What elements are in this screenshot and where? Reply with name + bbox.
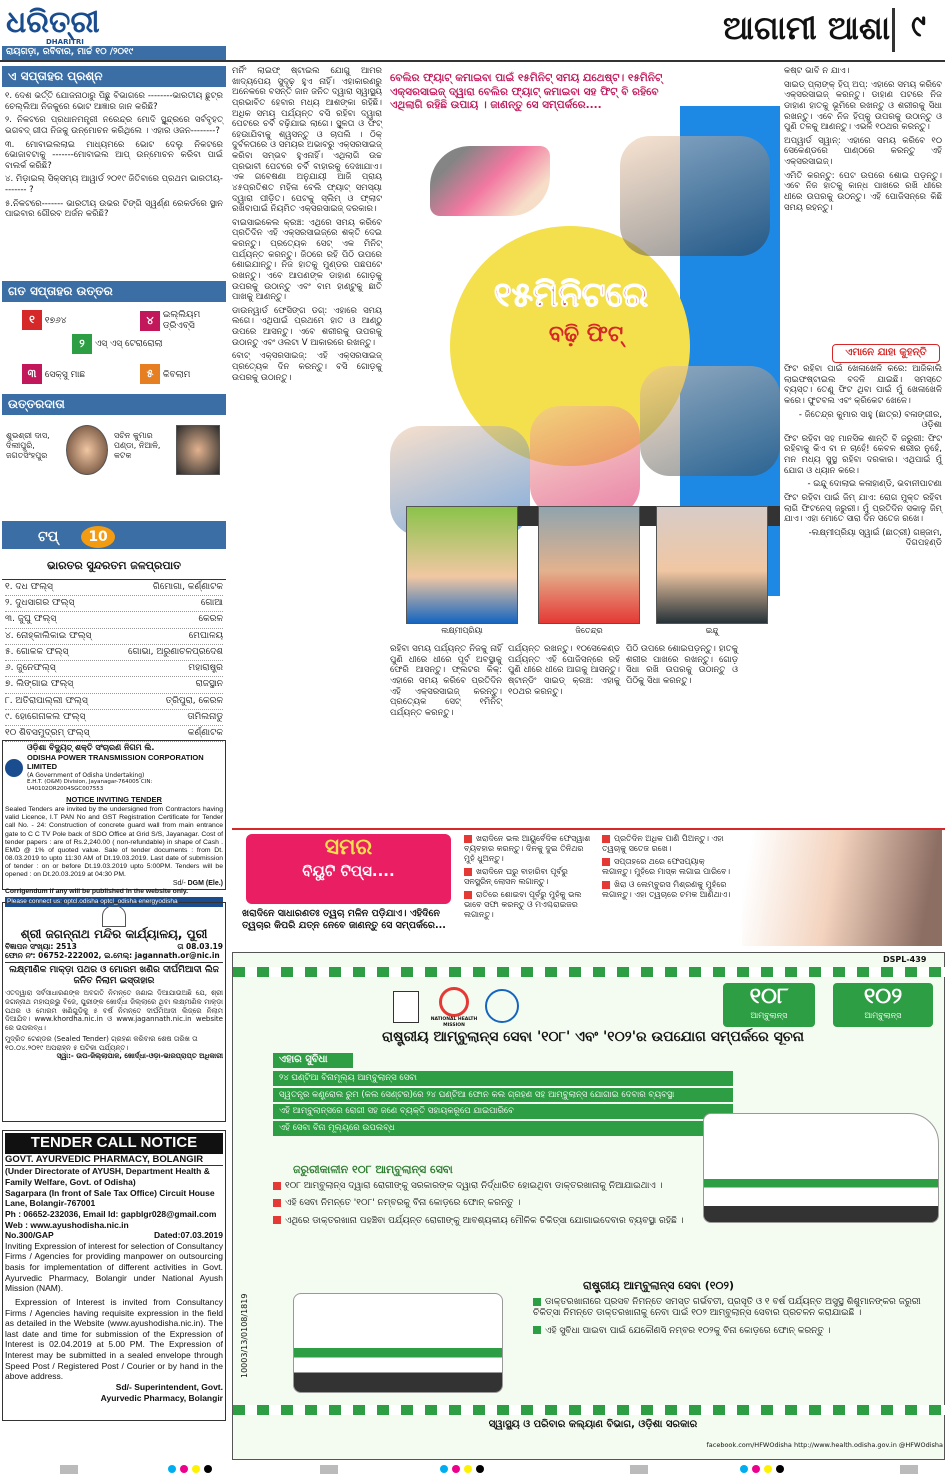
answer-text: ୧୭୬୪ [44, 316, 67, 326]
quote: ଫିଟ ରହିବା ପାଇଁ ଜିମ୍ ଯାଏ: ରୋଗ ମୁକ୍ତ ରହିବା ଲାଗି ଫିଟନେସ୍ ଜରୁରୀ। ମୁଁ ପ୍ରତିଦିନ ସକାଳୁ ଜିମ୍ ଯାଏ। ଏହା ମୋତେ ସାରା ଦିନ ସତେଜ ରଖେ। [784, 492, 942, 525]
quiz-question: ୨. ନିକଟରେ ପ୍ରଧାନମନ୍ତ୍ରୀ ନରେନ୍ଦ୍ର ମୋଦି ସ୍ଥୂନ୍ଦ୍ରରେ ସର୍ବବୃହତ୍ ଭଗବଦ୍ ଗୀତା ନିଜକୁ ଉନ୍ମୋଚନ କରିଥିଲେ । ଏହାର ଓଜନ--------? [5, 115, 223, 136]
optcl-sub: (A Government of Odisha Undertaking) [27, 771, 145, 779]
section-title: ଆଗାମୀ ଆଶା [723, 9, 890, 47]
quote-author: - ଜିତେନ୍ଦ୍ର କୁମାର ସାହୁ (ଛାତ୍ର) ବଳାଙ୍ଗୀର, ଓଡ଼ିଶା [798, 409, 942, 431]
bullet-icon [273, 1199, 281, 1207]
winners-row [2, 415, 226, 521]
person-photo [406, 506, 518, 624]
list-item-name: ୨. ଦୁଧସାଗର ଫଲ୍ସ୍ [5, 598, 75, 608]
answer-text: ଏସ୍ ଏସ୍ ଟେରାରୋଲା [94, 338, 163, 349]
beauty-tip: ରାତିରେ ଶୋଇବା ପୂର୍ବରୁ ମୁହଁକୁ ଭଲ ଭାବେ ସଫା କରନ୍ତୁ ଓ ମଏଶ୍ଚରାଇଜର ଲଗାନ୍ତୁ। [464, 890, 582, 919]
answer-item [22, 310, 67, 330]
beauty-tips-col [464, 834, 594, 944]
beauty-subtitle: ବିୟୁଟି ଟିପ୍ସ.... [302, 861, 395, 880]
benefit-item [273, 1104, 733, 1119]
person-photo [656, 506, 768, 624]
exerciser-figure [530, 406, 640, 516]
quote: ଫିଟ ରହିବା ସହ ମାନସିକ ଶାନ୍ତି ବି ଜରୁରୀ: ଫିଟ ରହିବାକୁ କିଏ ବା ନ ଚାହେଁ! କେବଳ ଶରୀର ନୁହେଁ, ମନ ମଧ୍ୟ ସୁସ୍ଥ ରହିବା ଦରକାର। ଏଥିପାଇଁ ମୁଁ ଯୋଗ ଓ ଧ୍ୟାନ କରେ। [784, 433, 942, 476]
vertical-code: 10003/13/0108/1819 [240, 1293, 249, 1378]
list-item [5, 710, 223, 726]
person-name: ଜିତେନ୍ଦ୍ର [575, 626, 603, 635]
answer-number: ୧ [22, 310, 42, 330]
badge-label: ଆମ୍ବୁଲାନ୍ସ [864, 1010, 902, 1020]
ambulance-suv-image [293, 1293, 503, 1393]
ad-top-green-band [233, 967, 946, 977]
winner-caption: ଶୁଭଶ୍ରୀ ଦାସ, ଦିଲୀପୁରି, ଜଗତସିଂହପୁର [6, 431, 50, 460]
quote-author: - ଇନ୍ଦୁ ଦୋଲାଇ କଳାହାଣ୍ଡି, ଭବାନୀପାଟଣା [807, 479, 942, 490]
top10-label: ଟପ୍ [38, 529, 59, 545]
sidebar-quotes [784, 364, 942, 764]
person-photo [538, 506, 640, 624]
benefits-title: ଏହାର ସୁବିଧା [273, 1053, 353, 1068]
quiz-question: ୩. ମୋବାଇଲଲାଇ ମାଧ୍ୟମରେ ଭୋଟ ଦେଲୁ ନିକଟରେ ଭୋଜାବଟାକୁ -------ମୋବାଇଲ ଆପ୍ ଉନ୍ମୋଚନ କରିବା ପାଇଁ ବାଲର୍କ କରିଛି? [5, 139, 223, 171]
article-para: ଏମିତି କରନ୍ତୁ: ପେଟ ଉପରେ ଶୋଇ ପଡ଼ନ୍ତୁ। ଏବେ ନିଜ ହାତକୁ କାନ୍ଧ ପାଖରେ ରଖି ଧୀରେ ଧୀରେ ଉପରକୁ ଉଠନ୍ତୁ। ଏହି ପୋଜିସନ୍‌ରେ କିଛି ସମୟ ରହନ୍ତୁ। [784, 170, 942, 213]
ambulance-title: ରାଷ୍ଟ୍ରୀୟ ଆମ୍ବୁଲାନ୍ସ ସେବା '୧୦୮' ଏବଂ '୧୦୨'ର ଉପଯୋଗ ସମ୍ପର୍କରେ ସୂଚନା [382, 1029, 804, 1045]
nhm-icon [439, 987, 469, 1017]
answer-item [140, 364, 190, 384]
headline-small: ବଢ଼ି ଫିଟ୍ [548, 322, 624, 347]
list-item-name: ୯. ହୋଗେନାକଲ ଫଲ୍ସ୍ [5, 711, 86, 722]
optcl-header-or: ଓଡ଼ିଶା ବିଦ୍ୟୁତ୍ ଶକ୍ତି ସଂଚାରଣ ନିଗମ ଲି. [27, 742, 155, 752]
article-para: ପର୍ଯ୍ୟନ୍ତ ରଖନ୍ତୁ। ୧୦ସେକେଣ୍ଡ ପର୍ଯ୍ୟନ୍ତ ଏହି ପୋଜିସନ୍‌ରେ ରହି ପୁଣି ଧୀରେ ଧୀରେ ଆଗକୁ ଆସନ୍ତୁ। ଷ୍ଟାନ୍ଡିଂ ସାଇଡ୍ କ୍ରଞ୍ଚ: ଏହାକୁ ୧୦ଥର କରନ୍ତୁ। [508, 644, 620, 697]
exerciser-figure [640, 366, 780, 476]
article-col-bottom [390, 644, 502, 764]
quiz-question: ୧. ଦେଶ ଭର୍ତ୍ତି ଯୋଜନାଠାରୁ ପିଛୁ ବିଭାଗରେ --------ଭାରତୀୟ ଛୁଟ୍‌ର ଚେଲ୍ଲିଆ ନିଜକୁରେ ଭୋଟ ଆଜ୍ଞାର ଜାନ କରିଛି? [5, 91, 223, 112]
winner-photo [66, 425, 108, 475]
logo [6, 4, 206, 44]
ad-social: facebook.com/HFWOdisha http://www.health.odisha.gov.in @HFWOdisha [706, 1441, 943, 1449]
emergency-title: ଜରୁରୀକାଳୀନ ୧୦୮ ଆମ୍ବୁଲାନ୍ସ ସେବା [293, 1163, 453, 1176]
tender-under: (Under Directorate of AYUSH, Department Health & Family Welfare, Govt. of Odisha) [5, 1166, 210, 1187]
answer-number: ୩ [22, 364, 42, 384]
quiz-question: ୪. ମିଡ଼ାଇଲ୍ ସିକ୍ସମ୍ୟ ଆୱାର୍ଡ ୨୦୧୯ ଜିତିବାରେ ପ୍ରଥମ ଭାରତୀୟ-------- ? [5, 174, 223, 195]
answer-number: ୨ [72, 334, 92, 354]
ad-footer: ସ୍ୱାସ୍ଥ୍ୟ ଓ ପରିବାର କଲ୍ୟାଣ ବିଭାଗ, ଓଡ଼ିଶା ସରକାର [488, 1419, 698, 1430]
article-para: ବୋଟ୍ ଏକ୍ସରସାଇଜ୍: ଏହି ଏକ୍ସରସାଇଜ୍ ପ୍ରତ୍ୟେକ ଦିନ କରନ୍ତୁ। ବସି ଗୋଡ଼କୁ ଉପରକୁ ଉଠାନ୍ତୁ। [232, 351, 382, 383]
bullet-icon [533, 1298, 541, 1306]
beauty-tip: ଖରାଦିନେ ଘରୁ ବାହାରିବା ପୂର୍ବରୁ ସନସ୍କ୍ରିନ୍ ଲୋସନ ଲଗାନ୍ତୁ। [464, 867, 568, 886]
list-item-place: କର୍ଣ୍ଣାଟକ [187, 728, 223, 738]
winner-caption: ସଚିନ କୁମାର ପଣ୍ଡା, ନିଆଳି, କଟକ [114, 431, 161, 460]
answer-number: ୪ [140, 311, 160, 331]
s102-item: ଏହି ସୁବିଧା ପାଇବା ପାଇଁ ଯେକୌଣସି ନମ୍ବର ୧୦୨କୁ ବିନା କୋଡ଼ରେ ଫୋନ୍ କରନ୍ତୁ । [545, 1325, 831, 1336]
list-item [5, 645, 223, 661]
left-column [2, 66, 226, 1476]
tender-web: Web : www.ayushodisha.nic.in [5, 1219, 129, 1230]
list-item-place: ମହାରାଷ୍ଟ୍ର [188, 663, 223, 673]
bullet-icon [464, 835, 472, 843]
jagannath-title: ଶ୍ରୀ ଜଗନ୍ନାଥ ମନ୍ଦିର କାର୍ଯ୍ୟାଳୟ, ପୁରୀ [20, 926, 208, 941]
jagannath-contact: ଫୋନ ନଂ: 06752-222002, ଇ.ମେଲ୍: jagannath.or@nic.in [5, 951, 223, 962]
masthead [0, 0, 945, 62]
quote-author: -ଲକ୍ଷ୍ମୀପ୍ରିୟା ସ୍ୱାଇଁ (ଛାତ୍ରୀ) ଗଞ୍ଜାମ, ଦିଗପହଣ୍ଡି [808, 527, 942, 549]
beauty-tip: ଖିରା ଓ ଲେମ୍ବୁରସ ମିଶ୍ରଣକୁ ମୁହଁରେ ଲଗାନ୍ତୁ। ଏହା ତ୍ୱଚାରେ ଚମକ ଆଣିଥାଏ। [602, 880, 731, 899]
tender-phone: Ph : 06652-232036, Email Id: gapblgr028@gmail.com [5, 1208, 217, 1219]
list-item-place: ଗୋଭା, ଅରୁଣାଚଳପ୍ରଦେଶ [128, 646, 223, 657]
emblem-icon [393, 991, 419, 1023]
page-number: ୯ [892, 8, 942, 52]
beauty-tips-col [602, 834, 732, 944]
list-item-place: ତାମିଲନାଡୁ [187, 711, 223, 722]
article-col1 [232, 66, 382, 764]
benefit-item [273, 1071, 733, 1086]
beauty-tip: ସପ୍ତାହରେ ଥରେ ଫେସପ୍ୟାକ୍ ଲଗାନ୍ତୁ। ମୁହଁରେ ମାସ୍କ ଲଗାଇ ପାରିବେ। [602, 857, 731, 876]
optcl-connect: Please connect us: optcl.odisha optcl_odisha energyodisha [5, 897, 223, 907]
tender-org: GOVT. AYURVEDIC PHARMACY, BOLANGIR [5, 1154, 223, 1167]
beauty-section [232, 828, 945, 946]
beauty-tip: ପ୍ରତିଦିନ ଅଧିକ ପାଣି ପିଅନ୍ତୁ। ଏହା ତ୍ୱଚାକୁ ସତେଜ ରଖେ। [602, 834, 724, 853]
tender-ad [2, 1130, 226, 1421]
list-item-place: ଗିମୋଗା, କର୍ଣ୍ଣାଟକ [152, 581, 223, 592]
tender-date: Dated:07.03.2019 [154, 1230, 223, 1241]
benefit-item [273, 1088, 733, 1103]
emergency-list [273, 1181, 693, 1227]
optcl-corr: Corrigendum if any will be published in the website only. [5, 888, 189, 896]
masthead-rule [0, 60, 945, 62]
bullet-icon [464, 868, 472, 876]
model-photo [742, 830, 942, 946]
photo-row [402, 506, 772, 636]
exerciser-figure [620, 136, 770, 256]
emergency-item: ୧୦୮ ଆମ୍ବୁଲାନ୍ସ ଦ୍ୱାରା ରୋଗୀଙ୍କୁ ସରକାରଙ୍କ ଦ୍ୱାରା ନିର୍ଦ୍ଧାରିତ ହୋଇଥିବା ଡାକ୍ତରଖାନାକୁ ନିଆଯାଇଥାଏ । [285, 1181, 663, 1191]
list-item-place: ତ୍ରିପୁରା, କେରଳ [165, 695, 223, 706]
emergency-item: ଏଥିରେ ଡାକ୍ତରଖାନା ପହଞ୍ଚିବା ପର୍ଯ୍ୟନ୍ତ ରୋଗୀଙ୍କୁ ଆବଶ୍ୟକୀୟ ମୌଳିକ ଚିକିତ୍ସା ଯୋଗାଇଦେବାର ବ୍ୟବସ୍ଥା ରହିଛି । [285, 1215, 684, 1226]
answers-grid [2, 302, 226, 394]
benefits-list [273, 1071, 733, 1136]
list-item [5, 694, 223, 710]
optcl-sign2: DGM (Ele.) [187, 879, 223, 887]
logo-sub: DHARITRI [46, 38, 84, 46]
answer-item [22, 364, 85, 384]
jagannath-sign: ସ୍ୱା:- ଉପ-ଜିଲ୍ଲାପାଳ, ଖୋର୍ଦ୍ଧା-ଓଡ଼ା-ଭାରପ୍ରାପ୍ତ ଅଧିକାରୀ [56, 1052, 223, 1061]
temple-icon [102, 905, 126, 927]
article-para: ବାଇସାଇକେଲ କ୍ରଞ୍ଚ: ଏଥିରେ ସମୟ କରିବେ ପ୍ରତିଦିନ ଏହି ଏକ୍ସରସାଇଜ୍‌ରେ ଶକ୍ତି ଦେଇ କରନ୍ତୁ। ପ୍ରତ୍ୟେକ ସେଟ୍ ଏକ ମିନିଟ୍ ପର୍ଯ୍ୟନ୍ତ କରନ୍ତୁ। ଜିଠରେ ରହି ପିଠି ଉପରେ ଶୋଇଯାନ୍ତୁ। ନିଜ ହାତକୁ ମୁଣ୍ଡର ପଛପଟେ ରଖନ୍ତୁ। ଏବେ ଆପଣଙ୍କ ଡାହାଣ ଗୋଡ଼କୁ ଉପରକୁ ଉଠାନ୍ତୁ ଏବଂ ବାମ ହାଣ୍ଟୁକୁ ଛାତି ପାଖକୁ ଆଣନ୍ତୁ। [232, 217, 382, 303]
list-item-name: ୧୦ ଶିବସମୁଦ୍ରମ୍ ଫଲ୍ସ୍ [5, 728, 90, 738]
jagannath-subject: ଲକ୍ଷ୍ମୀଣିକ ମାକ୍ଡ଼ା ପଥର ଓ ମୋରମ ଖଣିର ଦୀର୍ଘମିଆଦୀ ଲିଜ ଜନିତ ନିଲାମ ଇସ୍ତାହାର [9, 964, 219, 986]
benefit-text: ଏହି ଆମ୍ବୁଲାନ୍ସରେ ରୋଗୀ ସହ ଜଣେ ବ୍ୟକ୍ତି ସହାୟକରୂପେ ଯାଇପାରିବେ [279, 1106, 514, 1117]
answer-text: କିବଲାମ [162, 370, 191, 380]
answer-text: ଇଲ୍ଲିୟମ ଡ୍ରିଏବ୍ସି [162, 310, 201, 332]
ambulance-ad [232, 952, 945, 1460]
list-item-place: ମେଘାଳୟ [188, 630, 223, 641]
s102-item: ଡାକ୍ତରଖାନାରେ ପ୍ରସବ ନିମନ୍ତେ ସମସ୍ତ ଗର୍ଭବତୀ, ପ୍ରସୂତି ଓ ୧ ବର୍ଷ ପର୍ଯ୍ୟନ୍ତ ଅସୁସ୍ଥ ଶିଶୁମାନଙ୍କର ଜରୁରୀ ଚିକିତ୍ସା ନିମନ୍ତେ ଡାକ୍ତରଖାନାକୁ ନେବା ପାଇଁ ୧୦୨ ଆମ୍ବୁଲାନ୍ସ ସେବାର ପ୍ରଚଳନ କରାଯାଇଛି । [533, 1297, 921, 1319]
list-item-name: ୮. ଅତିରାପାଲ୍ଲୀ ଫଲ୍ସ୍ [5, 695, 88, 706]
jagannath-date: ତା 08.03.19 [177, 941, 223, 951]
answer-text: ସେକ୍ସୁ ମାଛ [44, 370, 86, 380]
badge-108 [723, 983, 815, 1027]
tender-sign: Sd/- Superintendent, Govt. [115, 1381, 223, 1392]
headline-big: ୧୫ମିନିଟରେ [493, 275, 649, 315]
article-para: ଅପ୍‌ୱାର୍ଡ ସ୍ୱାନ୍: ଏହାରେ ସମୟ କରିବେ ୧୦ ସେକେଣ୍ଡରେ ପାଣ୍ଠରେ କରନ୍ତୁ ଏହି ଏକ୍ସରସାଇଜ୍। [784, 135, 942, 167]
list-item [5, 677, 223, 693]
list-item-name: ୪. ନୋହ୍‌କାଲିକାଇ ଫଲ୍ସ୍ [5, 630, 92, 641]
optcl-body: Sealed Tenders are invited by the undersigned from Contractors having valid Licence, I.T PAN No and GST Registration Certificate for Tender call No. - 24: Construction of concrete guard wall from main entrance gate to C C TV Pole back of SDO Office at Grid S/S, Jayanagar. Cost of tender papers : are of Rs.2,240.00 ( non-refundable) in shape of Cash . EMD @ 1% of quoted value. Sale of tender documents : from Dt. 08.03.2019 to upto 11:30 AM of Dt.19.03.2019. Last date of submission of tender : on or before Dt.19.03.2019 upto 5:00PM. Tenders will be opened : on Dt.20.03.2019 at 04:30 PM. [5, 806, 223, 879]
list-item-place: ଗୋଆ [200, 598, 223, 608]
logo-text: ଧରିତ୍ରୀ [6, 5, 100, 40]
exerciser-figure [430, 146, 550, 216]
list-item [5, 596, 223, 612]
article-para: ସାଇଡ୍ ପ୍ଲାଙ୍କ୍ ହିପ୍ ଅପ୍: ଏହାରେ ସମୟ କରିବେ ଏକ୍ସରସାଇଜ୍ କରନ୍ତୁ। ଡାହାଣ ପଟରେ ନିଜ ଡାହାଣ ହାତକୁ ଭୂମିରେ ରଖନ୍ତୁ ଓ ଶରୀରକୁ ସିଧା ରଖନ୍ତୁ। ଏବେ ନିଜ ହିପ୍‌କୁ ଉପରକୁ ଉଠାନ୍ତୁ ଓ ପୁଣି ତଳକୁ ଆଣନ୍ତୁ। ଏଭଳି ୧୦ଥର କରନ୍ତୁ। [784, 79, 942, 133]
top10-list [2, 580, 226, 738]
article [232, 66, 945, 806]
optcl-name: ODISHA POWER TRANSMISSION CORPORATION LIMITED [27, 752, 204, 772]
quote: ଫିଟ ରହିବା ପାଇଁ ଖେଳାଖେଳି କରେ: ଆଜିକାଲି ଲାଇଫଷ୍ଟାଇଲ ବଦଳି ଯାଇଛି। ସମସ୍ତେ ବ୍ୟସ୍ତ। ତେଣୁ ଫିଟ ଥିବା ପାଇଁ ମୁଁ ଖେଳାଖେଳି କରେ। ଫୁଟବଲ ଏବଂ କ୍ରିକେଟ ଖେଳେ। [784, 364, 942, 406]
quiz-questions [2, 87, 226, 281]
tender-p1: Inviting Expression of interest for selection of Consultancy Firms / Agencies for providing manpower on outsourcing basis for implementation of different activities in Govt. Ayurvedic Pharmacy, Bolangir under National Ayush Mission (NAM). [5, 1240, 223, 1294]
list-item-name: ୫. ଗୋକକ ଫଲ୍ସ୍ [5, 646, 69, 657]
benefit-text: ସ୍ୱତନ୍ତ୍ର କଣ୍ଟ୍ରୋଲ ରୁମ (କଲ ସେଣ୍ଟର)ରେ ୨୪ ଘଣ୍ଟିଆ ଫୋନ କଲ ଗ୍ରହଣ ସହ ଆମ୍ବୁଲାନ୍ସ ଯୋଗାଇ ଦେବାର ବ୍ୟବସ୍ଥା [279, 1089, 675, 1100]
s102-list [533, 1297, 933, 1337]
beauty-tip: ଖରାଦିନେ ଭଲ ଆୟୁର୍ବେଦିକ ଫେସ୍‌ୱାଶ ବ୍ୟବହାର କରନ୍ତୁ। ଦିନକୁ ଦୁଇ ତିନିଥର ମୁହଁ ଧୁଅନ୍ତୁ। [464, 834, 591, 863]
jagannath-sealed: ମୁଦ୍ରିତ ଟେଣ୍ଡର (Sealed Tender) ଗ୍ରହଣ କରିବାର ଶେଷ ତାରିଖ ତା ୧୦.୦୪.୨୦୧୯ ଅପରାହ୍ନ ୫ ଘଟିକା ପର୍ଯ୍ୟନ୍ତ। [5, 1034, 198, 1052]
jagannath-notice-no: ବିଜ୍ଞାପନ ସଂଖ୍ୟା: 2513 [5, 941, 77, 951]
optcl-sign: Sd/- [172, 879, 186, 887]
list-item [5, 661, 223, 677]
benefit-item [273, 1121, 733, 1136]
top10-header [2, 521, 226, 549]
optcl-ad [2, 740, 226, 905]
winners-header: ଉତ୍ତରଦାତା [2, 394, 226, 415]
answers-header: ଗତ ସପ୍ତାହର ଉତ୍ତର [2, 281, 226, 302]
top10-number: 10 [81, 526, 115, 548]
hero-deck: ବେଲିର ଫ୍ୟାଟ୍ କମାଇବା ପାଇଁ ୧୫ମିନିଟ୍ ସମୟ ଯଥେଷ୍ଟ। ୧୫ମିନିଟ୍ ଏକ୍ସରସାଇଜ୍ ଦ୍ୱାରା ବେଲିର ଫ୍ୟାଟ୍ କମାଇବା ସହ ଫିଟ୍ ବି ରହିବେ ଏଥିଲାଗି ରହିଛି ଉପାୟ । ଜାଣନ୍ତୁ ସେ ସମ୍ପର୍କରେ.... [390, 72, 663, 112]
person-name: ଲକ୍ଷ୍ମୀପ୍ରିୟା [441, 626, 483, 635]
bullet-icon [602, 881, 610, 889]
sidebar-title: ଏମାନେ ଯାହା କୁହନ୍ତି [832, 344, 940, 363]
article-col-bottom [508, 644, 620, 764]
quiz-question: ୫.ନିକଟରେ------- ଭାରତୀୟ ଉଭର ଟିଙ୍ଗି ସ୍ୱର୍ଣ୍ଣ ରେକର୍ଡରେ ସ୍ଥାନ ପାଇବାର ଗୌରବ ଅର୍ଜନ କରିଛି? [5, 198, 223, 220]
answer-item [140, 310, 223, 333]
optcl-notice: NOTICE INVITING TENDER [66, 794, 162, 804]
list-item [5, 612, 223, 628]
article-col-right [784, 66, 942, 336]
list-item-place: ରାଜସ୍ଥାନ [195, 679, 223, 690]
optcl-logo-icon [5, 759, 23, 777]
s102-title: ରାଷ୍ଟ୍ରୀୟ ଆମ୍ବୁଲାନ୍ସ ସେବା (୧୦୨) [583, 1279, 734, 1292]
jagannath-body: ଏତଦ୍ୱାରା ସର୍ବସାଧାରଣଙ୍କ ଅବଗତି ନିମନ୍ତେ ଜଣାଇ ଦିଆଯାଉଅଛି ଯେ, ଶ୍ରୀ ଜଗନ୍ନାଥ ମହାପ୍ରଭୁ ବିଜେ, ପୁରୀଙ୍କ ଖୋର୍ଦ୍ଧା ଜିଲ୍ଲାରେ ଥିବା ଲକ୍ଷ୍ମୀଣିକ ମାକ୍ଡ଼ା ପଥର ଓ ମୋରମ ଖଣିଗୁଡ଼ିକୁ ୫ ବର୍ଷ ନିମନ୍ତେ ଦୀର୍ଘମିଆଦୀ ଲିଜ୍‌ରେ ନିଲାମ ଦିଆଯିବ। www.khordha.nic.in ଓ www.jagannath.nic.in website ରେ ଉପଲବ୍ଧ। [5, 989, 223, 1032]
list-item-name: ୩. ଜୁଘୁ ଫଲ୍ସ୍ [5, 614, 57, 625]
badge-label: ଆମ୍ବୁଲାନ୍ସ [750, 1010, 788, 1020]
tender-sign2: Ayurvedic Pharmacy, Bolangir [100, 1392, 223, 1403]
bullet-icon [273, 1216, 281, 1224]
article-para: ଡାଉନ୍‌ୱାର୍ଡ ଫେସିଙ୍ଗ ଡଗ୍: ଏହାରେ ସମୟ ଲଗେ। ଏଥିପାଇଁ ପ୍ରଥମେ ହାତ ଓ ଆଣ୍ଠୁ ଉପରେ ଆସନ୍ତୁ। ଏବେ ଶରୀରକୁ ଉପରକୁ ଉଠାନ୍ତୁ ଏବଂ ଓଲଟା V ଆକାରରେ ରଖନ୍ତୁ। [232, 305, 382, 348]
answer-item [72, 334, 165, 354]
quiz-header: ଏ ସପ୍ତାହର ପ୍ରଶ୍ନ [2, 66, 226, 87]
bullet-icon [533, 1326, 541, 1334]
badge-number: ୧୦୮ [749, 984, 789, 1009]
article-para: କଷ୍ଟ ଭାବି ନ ଯାଏ। [784, 66, 850, 76]
list-item [5, 629, 223, 645]
badge-102 [833, 983, 933, 1027]
article-para: ମର୍ନିଂ ଲାଇଫ୍ ଷ୍ଟାଇଲ ଯୋଗୁ ଆମର ଖାଦ୍ୟପେୟ ସୁଦୃଢ଼ ହୁଏ ନାହିଁ। ଏହାକାରଣରୁ ଅନେକରେ ବସନ୍ତି ଜାନ ଜନିତ ଦ୍ୱାରା ସ୍ୱାସ୍ଥ୍ୟ ପ୍ରଭାବିତ ହେବାର ମଧ୍ୟ ଆଶଙ୍କା ରହିଛି। ଅଧିକ ସମୟ ପର୍ଯ୍ୟନ୍ତ ବସି ରହିବା ଦ୍ୱାରା ପେଟରେ ଚର୍ବି ବଢ଼ିଯାଇ ଲାଗେ। ସ୍ଥୂଳତା ଓ ଫିଟ୍ ହେଉାଯିବାକୁ ଶ୍ୱସନ୍ତୁ ଓ ଚାପଲି । ଠିକ୍ ଦୁର୍ବଳତାରେ ଓ ସମୟର ଅଭାବରୁ ଏକ୍ସରସାଇଜ୍ କରିବା ସମ୍ଭବ ହୁଏନାହିଁ। ଏଥିଲାଗି ଉଚ୍ଚ ପ୍ରଭାବୀ ପେଟରେ ଚର୍ବି ବାହାରକୁ ଦେଖାଯାଏ। ଏକ ଗବେଷଣା ଅନୁଯାୟୀ ଆଜି ପ୍ରାୟ ୪୫ପ୍ରତିଶତ ମହିଳା ବେଲି ଫ୍ୟାଟ୍ ସମସ୍ୟା ଦ୍ୱାରା ପୀଡ଼ିତ। ପେଟକୁ ସ୍ଲିମ୍ ଓ ଫ୍ଲାଟ ରଖିବାପାଇଁ ନିୟମିତ ଏକ୍ସରସାଇଜ୍ ଦରକାର। [232, 66, 382, 215]
bullet-icon [464, 891, 472, 899]
tender-p2: Expression of Interest is invited from Consultancy Firms / Agencies having requisite expression in the field as detailed in the Website (www.ayushodisha.nic.in). The last date and time for submission of the Expression of Interest is 02.04.2019 at 5.00 PM. The Expression of Interest may be submitted in a sealed envelope through Speed Post / Registered Post / Courier or by hand in the above address. [5, 1296, 223, 1382]
list-item-name: ୭. ଲିଙ୍ଗାଇ ଫଲ୍ସ୍ [5, 679, 74, 690]
person-name: ଇନ୍ଦୁ [705, 626, 719, 635]
benefit-text: ଏହି ସେବା ବିନା ମୂଲ୍ୟରେ ଉପଲବ୍ଧ [279, 1122, 395, 1133]
tender-no: No.300/GAP [5, 1230, 54, 1241]
list-item-name: ୧. ଦଧ ଫଲ୍ସ୍ [5, 581, 53, 592]
article-para: ରହିବା ସମୟ ପର୍ଯ୍ୟନ୍ତ ନିଜକୁ ନାହିଁ ପୁଣି ଧୀରେ ଧୀରେ ପୂର୍ବ ଅବସ୍ଥାକୁ ଫେରି ଆସନ୍ତୁ। ଫ୍ଲଟର କିକ୍: ଏହାରେ ସମୟ କରିବେ ପ୍ରତିଦିନ ଏହି ଏକ୍ସରସାଇଜ୍ କରନ୍ତୁ। ପ୍ରତ୍ୟେକ ସେଟ୍ ୧ମିନିଟ୍ ପର୍ଯ୍ୟନ୍ତ କରନ୍ତୁ। [390, 644, 502, 718]
article-col-bottom [626, 644, 738, 764]
beauty-deck: ଖରାଦିନେ ସାଧାରଣତଃ ତ୍ୱଚା ମଳିନ ପଡ଼ିଯାଏ। ଏହିଦିନେ ତ୍ୱଚାର କିପରି ଯତ୍ନ ନେବେ ଜାଣନ୍ତୁ ସେ ସମ୍ପର୍କରେ... [242, 908, 446, 931]
list-item-name: ୬. ଜୁନେଫଲ୍ସ୍ [5, 663, 56, 673]
article-para: ପିଠି ଉପରେ ଶୋଇପଡ଼ନ୍ତୁ। ହାତକୁ ଶରୀର ପାଖରେ ରଖନ୍ତୁ। ଗୋଡ଼ ସିଧା ରଖି ଉପରକୁ ଉଠାନ୍ତୁ ଓ ପିଠିକୁ ସିଧା କରନ୍ତୁ। [626, 644, 738, 686]
bullet-icon [273, 1182, 281, 1190]
dateline: ରାୟଗଡ଼ା, ରବିବାର, ମାର୍ଚ୍ଚ ୧୦ /୨୦୧୯ [2, 46, 226, 60]
ambulance-van-image [703, 1113, 939, 1223]
emergency-item: ଏହି ସେବା ନିମନ୍ତେ '୧୦୮' ନମ୍ବରକୁ ବିନା କୋଡ଼ରେ ଫୋନ୍ କରନ୍ତୁ । [285, 1198, 521, 1209]
bullet-icon [602, 835, 610, 843]
list-item-place: କେରଳ [198, 614, 223, 625]
print-color-bar [0, 1462, 945, 1476]
optcl-addr: E.H.T. (O&M) Division, Jayanagar-764005 CIN: U40102OR2004SGC007553 [27, 779, 153, 792]
nhm-text: NATIONAL HEALTH MISSION [430, 1017, 478, 1028]
beauty-banner [246, 834, 451, 904]
beauty-title: ସମର [324, 835, 373, 860]
badge-number: ୧୦୨ [863, 984, 903, 1009]
tender-title: TENDER CALL NOTICE [5, 1133, 223, 1154]
answer-number: ୫ [140, 364, 160, 384]
top10-subtitle: ଭାରତର ସୁନ୍ଦରତମ ଜଳପ୍ରପାତ [2, 549, 226, 580]
jagannath-ad [2, 902, 226, 1122]
odisha-logo-icon [485, 989, 519, 1023]
list-item [5, 580, 223, 596]
ad-tag: DSPL-439 [883, 955, 927, 964]
tender-addr: Sagarpara (In front of Sale Tax Office) Circuit House Lane, Bolangir-767001 [5, 1187, 215, 1209]
benefit-text: ୨୪ ଘଣ୍ଟିଆ ବିନାମୂଲ୍ୟ ଆମ୍ବୁଲାନ୍ସ ସେବା [279, 1073, 417, 1083]
bullet-icon [602, 858, 610, 866]
winner-photo [176, 425, 220, 475]
nhm-logo [429, 987, 479, 1027]
ad-bottom-green-band [233, 1405, 946, 1415]
